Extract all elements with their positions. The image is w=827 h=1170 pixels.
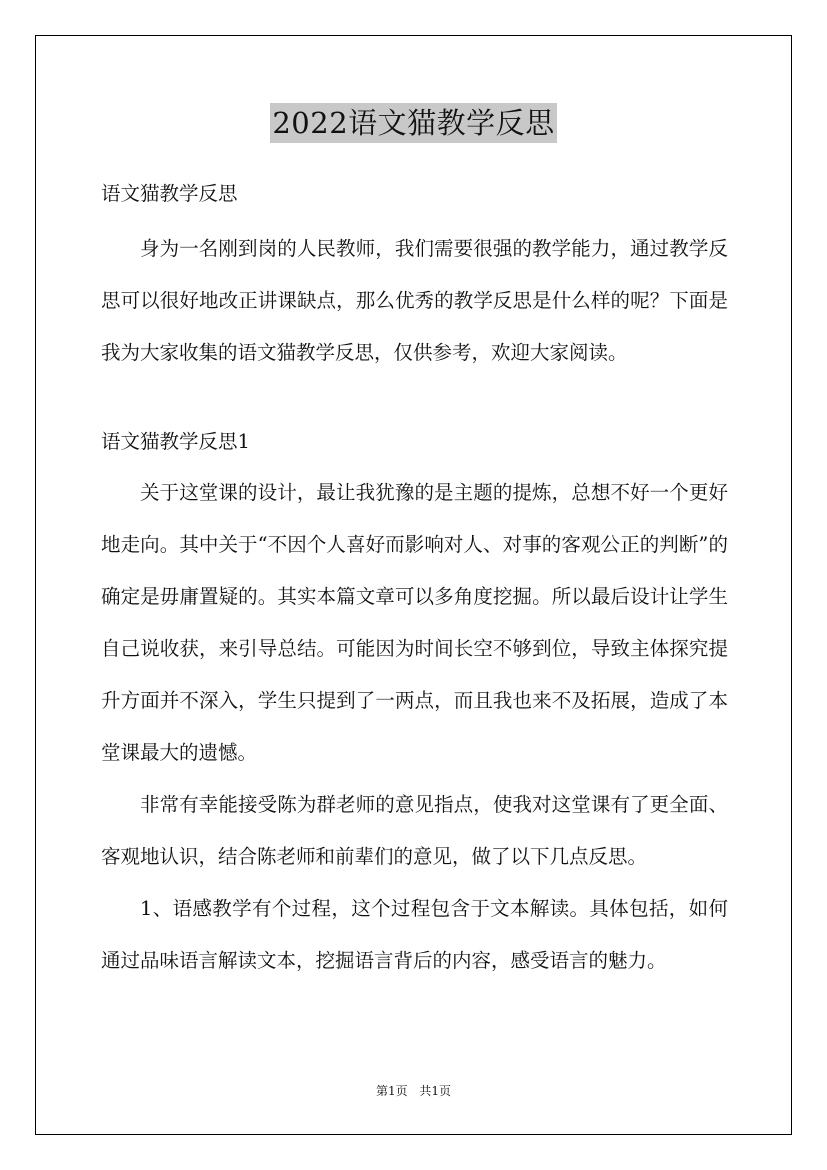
section-heading: 语文猫教学反思1 bbox=[101, 430, 250, 453]
body-paragraph: 非常有幸能接受陈为群老师的意见指点，使我对这堂课有了更全面、客观地认识，结合陈老师和前辈们的意见，做了以下几点反思。 bbox=[101, 793, 728, 868]
body-paragraph: 关于这堂课的设计，最让我犹豫的是主题的提炼，总想不好一个更好地走向。其中关于“不因个人喜好而影响对人、对事的客观公正的判断”的确定是毋庸置疑的。其实本篇文章可以多角度挖掘。所以最后设计让学生自己说收获，来引导总结。可能因为时间长空不够到位，导致主体探究提升方面并不深入，学生只提到了一两点，而且我也来不及拓展，造成了本堂课最大的遗憾。 bbox=[101, 481, 728, 764]
body-paragraph: 1、语感教学有个过程，这个过程包含于文本解读。具体包括，如何通过品味语言解读文本，挖掘语言背后的内容，感受语言的魅力。 bbox=[101, 897, 728, 972]
document-subtitle: 语文猫教学反思 bbox=[101, 182, 238, 205]
intro-paragraph: 身为一名刚到岗的人民教师，我们需要很强的教学能力，通过教学反思可以很好地改正讲课缺点，那么优秀的教学反思是什么样的呢？下面是我为大家收集的语文猫教学反思，仅供参考，欢迎大家阅读。 bbox=[101, 237, 728, 364]
document-body bbox=[101, 176, 728, 987]
document-title: 2022语文猫教学反思 bbox=[270, 103, 556, 143]
title-container bbox=[0, 103, 827, 143]
page-number: 第1页 bbox=[375, 1084, 408, 1098]
page-footer bbox=[0, 1083, 827, 1099]
page-total: 共1页 bbox=[419, 1084, 452, 1098]
